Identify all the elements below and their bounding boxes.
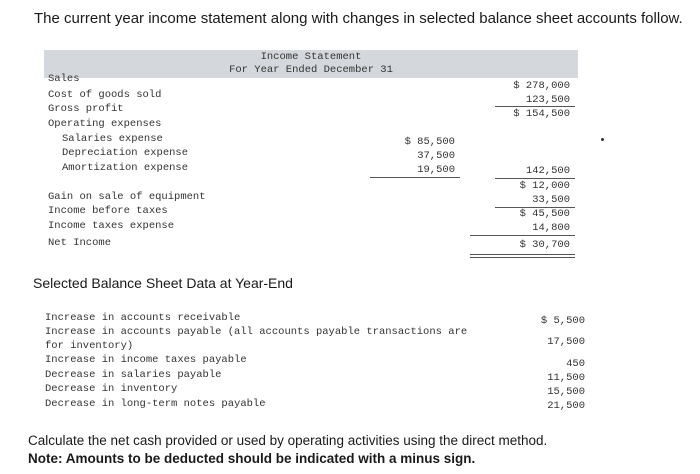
bs-row-ap-label-cont: for inventory) <box>45 340 134 352</box>
row-cogs-label: Cost of goods sold <box>48 89 162 101</box>
income-statement-header <box>44 50 578 78</box>
income-statement-subtitle: For Year Ended December 31 <box>229 64 393 76</box>
bullet-dot <box>601 138 604 141</box>
question-text: Calculate the net cash provided or used by operating activities using the direct method. <box>28 433 548 448</box>
row-gross-profit-value: $ 154,500 <box>513 108 570 120</box>
bs-row-notes-payable-label: Decrease in long-term notes payable <box>45 398 266 410</box>
col1-underline <box>370 177 460 178</box>
balance-sheet-title: Selected Balance Sheet Data at Year-End <box>33 275 293 291</box>
note-text: Note: Amounts to be deducted should be indicated with a minus sign. <box>28 451 476 466</box>
row-depreciation-value: 37,500 <box>417 150 455 162</box>
bs-row-ap-value: 17,500 <box>547 336 585 348</box>
row-amortization-label: Amortization expense <box>62 162 189 174</box>
row-operating-income-value: $ 12,000 <box>519 180 570 192</box>
row-gain-label: Gain on sale of equipment <box>48 191 206 203</box>
cogs-underline <box>495 106 575 107</box>
bs-row-salaries-payable-value: 11,500 <box>547 372 585 384</box>
row-salaries-label: Salaries expense <box>62 133 163 145</box>
row-net-income-value: $ 30,700 <box>519 239 570 251</box>
taxes-underline <box>470 235 575 236</box>
intro-text: The current year income statement along with changes in selected balance sheet accounts follow. <box>34 10 683 27</box>
bs-row-salaries-payable-label: Decrease in salaries payable <box>45 369 222 381</box>
row-income-before-taxes-value: $ 45,500 <box>519 208 570 220</box>
bs-row-inventory-value: 15,500 <box>547 386 585 398</box>
row-salaries-value: $ 85,500 <box>404 136 455 148</box>
row-income-taxes-label: Income taxes expense <box>48 220 175 232</box>
bs-row-ar-value: $ 5,500 <box>540 315 585 327</box>
row-depreciation-label: Depreciation expense <box>62 147 189 159</box>
bs-row-inventory-label: Decrease in inventory <box>45 383 178 395</box>
row-operating-total-value: 142,500 <box>525 165 570 177</box>
net-income-double-underline <box>470 254 575 258</box>
row-net-income-label: Net Income <box>48 237 112 249</box>
bs-row-notes-payable-value: 21,500 <box>547 400 585 412</box>
row-income-taxes-value: 14,800 <box>532 222 570 234</box>
row-sales-label: Sales <box>48 73 80 85</box>
income-statement-title: Income Statement <box>260 51 362 63</box>
row-cogs-value: 123,500 <box>525 94 570 106</box>
operating-underline <box>495 178 575 179</box>
bs-row-taxes-payable-label: Increase in income taxes payable <box>45 354 247 366</box>
bs-row-taxes-payable-value: 450 <box>566 358 585 370</box>
row-income-before-taxes-label: Income before taxes <box>48 205 168 217</box>
row-sales-value: $ 278,000 <box>513 80 570 92</box>
row-gain-value: 33,500 <box>532 194 570 206</box>
row-gross-profit-label: Gross profit <box>48 103 124 115</box>
row-amortization-value: 19,500 <box>417 164 455 176</box>
bs-row-ap-label: Increase in accounts payable (all accounts payable transactions are <box>45 326 468 338</box>
bs-row-ar-label: Increase in accounts receivable <box>45 312 241 324</box>
row-operating-expenses-label: Operating expenses <box>48 118 162 130</box>
